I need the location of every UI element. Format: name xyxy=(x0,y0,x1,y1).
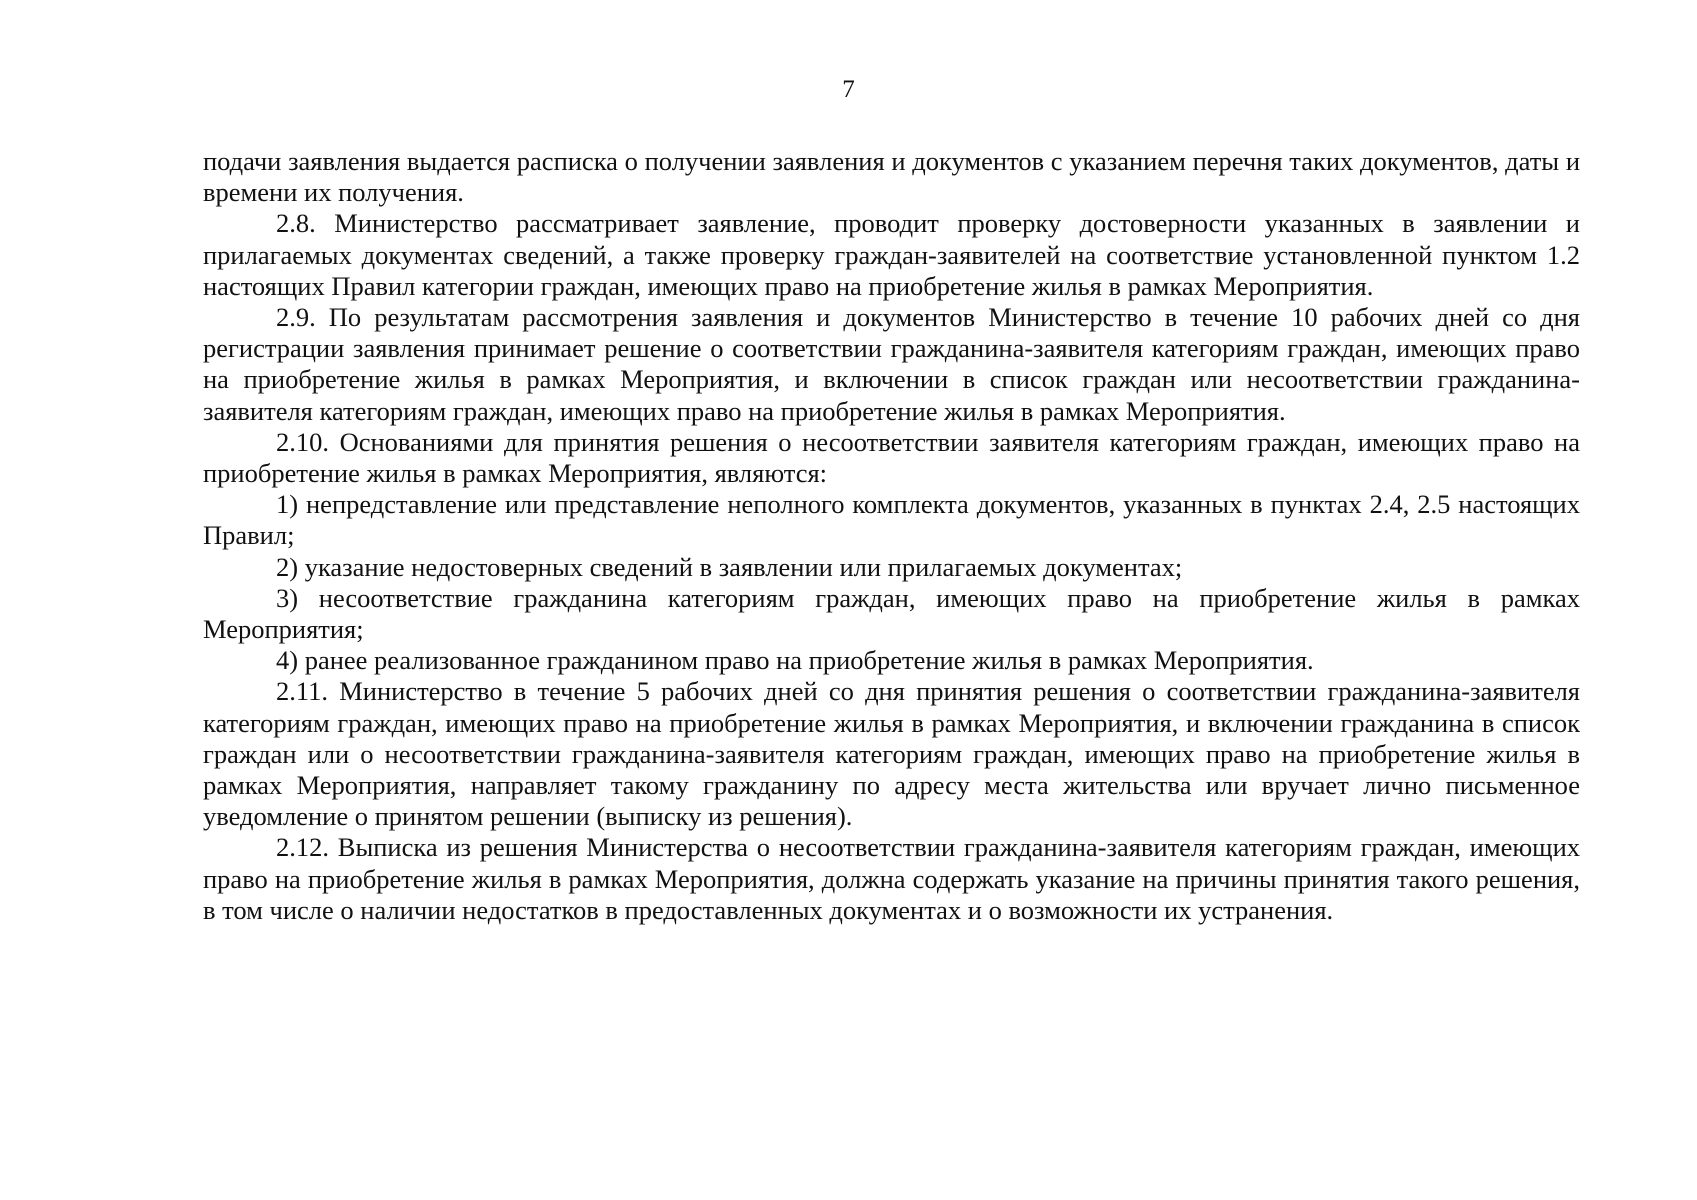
page-number: 7 xyxy=(842,76,855,103)
paragraph-2-9: 2.9. По результатам рассмотрения заявления и документов Министерство в течение 10 рабочих дней со дня регистрации заявления принимает решение о соответствии гражданина-заявителя категориям граждан, имеющих право на приобретение жилья в рамках Мероприятия, и включении в список граждан или несоответствии гражданина-заявителя категориям граждан, имеющих право на приобретение жилья в рамках Мероприятия. xyxy=(203,302,1580,426)
paragraph-2-8: 2.8. Министерство рассматривает заявление, проводит проверку достоверности указанных в заявлении и прилагаемых документах сведений, а также проверку граждан-заявителей на соответствие установленной пунктом 1.2 настоящих Правил категории граждан, имеющих право на приобретение жилья в рамках Мероприятия. xyxy=(203,208,1580,301)
paragraph-2-11: 2.11. Министерство в течение 5 рабочих дней со дня принятия решения о соответствии гражданина-заявителя категориям граждан, имеющих право на приобретение жилья в рамках Мероприятия, и включении гражданина в список граждан или о несоответствии гражданина-заявителя категориям граждан, имеющих право на приобретение жилья в рамках Мероприятия, направляет такому гражданину по адресу места жительства или вручает лично письменное уведомление о принятом решении (выписку из решения). xyxy=(203,676,1580,832)
document-body xyxy=(203,146,1580,926)
paragraph-2-12: 2.12. Выписка из решения Министерства о несоответствии гражданина-заявителя категориям граждан, имеющих право на приобретение жилья в рамках Мероприятия, должна содержать указание на причины принятия такого решения, в том числе о наличии недостатков в предоставленных документах и о возможности их устранения. xyxy=(203,832,1580,925)
list-item-2-10-2: 2) указание недостоверных сведений в заявлении или прилагаемых документах; xyxy=(276,551,1183,582)
paragraph-continuation: подачи заявления выдается расписка о получении заявления и документов с указанием перечня таких документов, даты и времени их получения. xyxy=(203,146,1580,208)
list-item-2-10-1: 1) непредставление или представление неполного комплекта документов, указанных в пунктах 2.4, 2.5 настоящих Правил; xyxy=(203,489,1580,551)
paragraph-2-10: 2.10. Основаниями для принятия решения о несоответствии заявителя категориям граждан, имеющих право на приобретение жилья в рамках Мероприятия, являются: xyxy=(203,426,1580,489)
list-item-2-10-3: 3) несоответствие гражданина категориям граждан, имеющих право на приобретение жилья в рамках Мероприятия; xyxy=(203,582,1580,645)
list-item-2-10-4: 4) ранее реализованное гражданином право на приобретение жилья в рамках Мероприятия. xyxy=(276,645,1314,676)
